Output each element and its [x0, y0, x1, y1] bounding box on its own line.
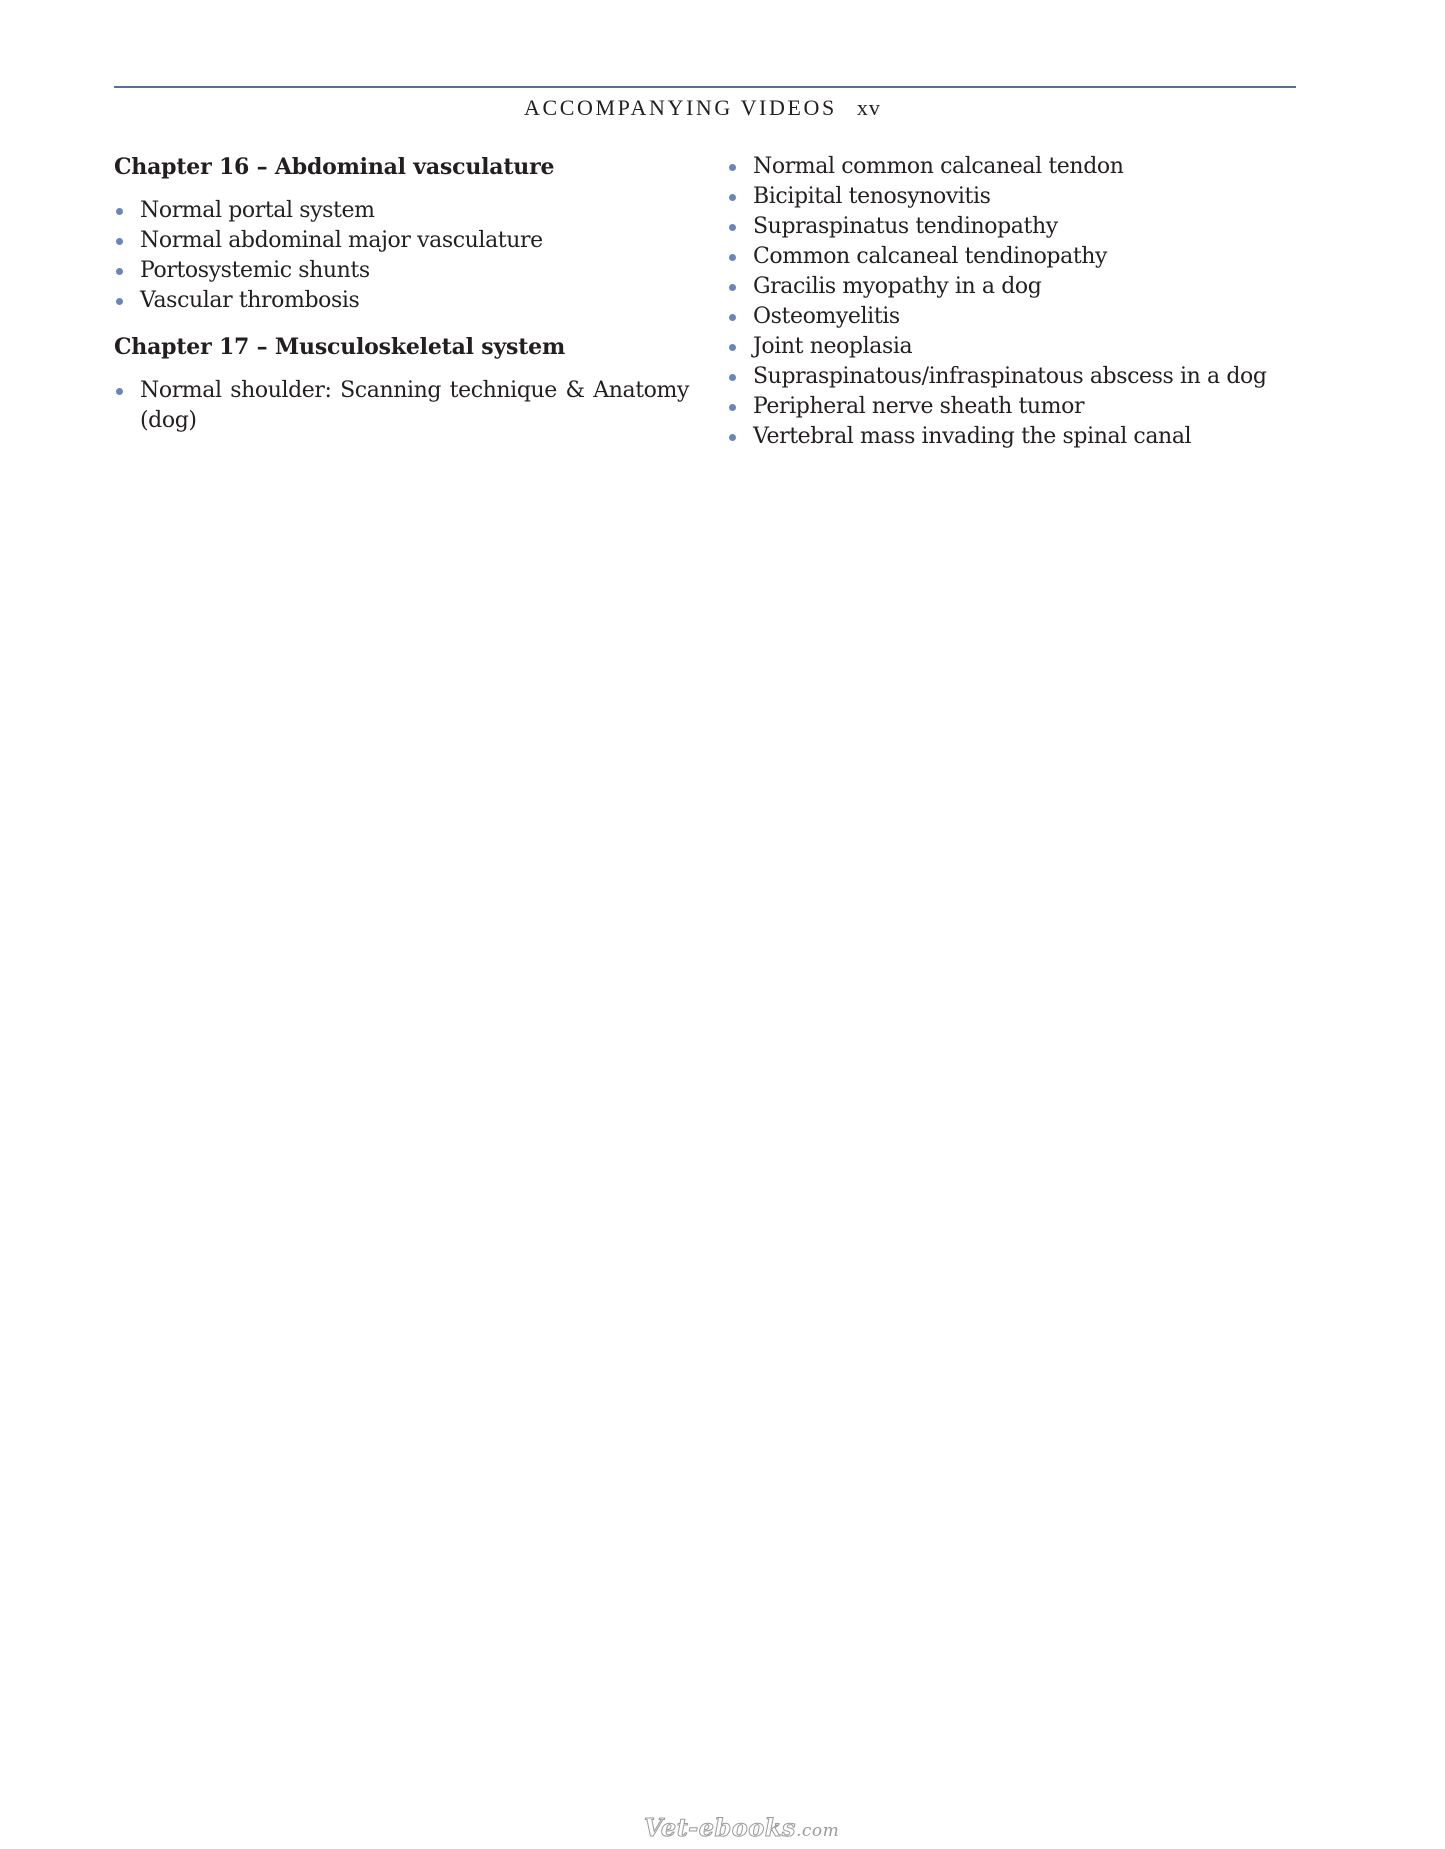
list-item: [114, 286, 689, 316]
watermark-suffix: .com: [795, 1821, 840, 1841]
list-item-text: Common calcaneal tendinopathy: [753, 244, 1108, 269]
list-item-text: Joint neoplasia: [753, 334, 913, 359]
left-column: [114, 152, 689, 436]
list-item-text: Normal portal system: [140, 198, 375, 223]
list-item: [727, 182, 1302, 212]
list-item: [114, 256, 689, 286]
list-item-text: Vascular thrombosis: [140, 288, 360, 313]
list-item: [727, 212, 1302, 242]
list-item-text: Vertebral mass invading the spinal canal: [753, 424, 1192, 449]
list-item-text: Bicipital tenosynovitis: [753, 184, 991, 209]
list-item: [727, 272, 1302, 302]
bullet-icon: [729, 194, 736, 201]
list-item: [114, 376, 689, 436]
list-item-text: Supraspinatous/infraspinatous abscess in a dog: [753, 364, 1267, 389]
chapter-heading: Chapter 17 – Musculoskeletal system: [114, 334, 566, 360]
list-item-text: Osteomyelitis: [753, 304, 900, 329]
bullet-icon: [116, 388, 123, 395]
bullet-icon: [729, 224, 736, 231]
list-item-text: Gracilis myopathy in a dog: [753, 274, 1042, 299]
list-item: [114, 196, 689, 226]
list-item: [727, 332, 1302, 362]
list-item-text: Supraspinatus tendinopathy: [753, 214, 1058, 239]
bullet-icon: [116, 268, 123, 275]
list-item: [727, 242, 1302, 272]
bullet-icon: [729, 314, 736, 321]
list-item-text: Normal common calcaneal tendon: [753, 154, 1124, 179]
page-number: xv: [856, 95, 881, 120]
video-list: [114, 376, 689, 436]
right-column: [727, 152, 1302, 452]
bullet-icon: [729, 404, 736, 411]
header-rule: [114, 86, 1296, 88]
list-item-text: Portosystemic shunts: [140, 258, 370, 283]
list-item: [727, 302, 1302, 332]
bullet-icon: [729, 254, 736, 261]
list-item: [727, 362, 1302, 392]
list-item: [727, 152, 1302, 182]
bullet-icon: [729, 164, 736, 171]
chapter-heading: Chapter 16 – Abdominal vasculature: [114, 154, 555, 180]
list-item-text: Normal abdominal major vasculature: [140, 228, 543, 253]
bullet-icon: [116, 298, 123, 305]
list-item: [114, 226, 689, 256]
list-item: [727, 422, 1302, 452]
watermark-logo: [644, 1814, 839, 1845]
video-list: [114, 196, 689, 316]
bullet-icon: [116, 208, 123, 215]
bullet-icon: [729, 344, 736, 351]
watermark-brand: Vet-ebooks: [644, 1813, 796, 1842]
list-item: [727, 392, 1302, 422]
video-list: [727, 152, 1302, 452]
list-item-text: Peripheral nerve sheath tumor: [753, 394, 1085, 419]
list-item-text: Normal shoulder: Scanning technique & Anatomy (dog): [140, 378, 689, 433]
bullet-icon: [116, 238, 123, 245]
running-head: [524, 94, 881, 122]
running-head-title: ACCOMPANYING VIDEOS: [524, 95, 837, 120]
bullet-icon: [729, 284, 736, 291]
bullet-icon: [729, 434, 736, 441]
bullet-icon: [729, 374, 736, 381]
